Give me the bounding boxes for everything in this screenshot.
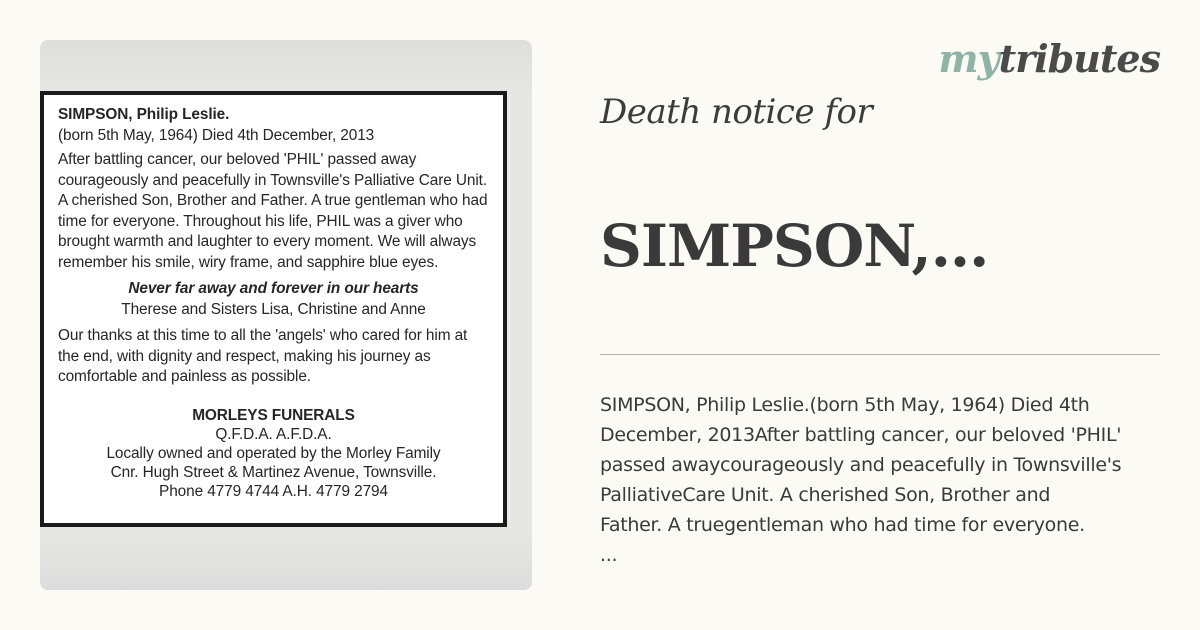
logo-tributes: tributes (998, 36, 1160, 81)
funeral-home-tagline: Locally owned and operated by the Morley Family (106, 444, 441, 462)
notice-thanks: Our thanks at this time to all the 'angels' who cared for him at the end, with dignity and respect, making his journey as comfortable and painless as possible. (58, 327, 468, 385)
divider (600, 354, 1160, 355)
deceased-name-title: SIMPSON,... (600, 212, 989, 280)
logo-my: my (938, 36, 999, 81)
notice-body: After battling cancer, our beloved 'PHIL' passed away courageously and peacefully in Townsville's Palliative Care Unit. A cherished Son, Brother and Father. A true gentleman who had time for everyone. Throughout his life, PHIL was a giver who brought warmth and laughter to every moment. We will always remember his smile, wiry frame, and sapphire blue eyes. (58, 151, 488, 271)
death-notice-clipping (40, 91, 507, 527)
notice-name: SIMPSON, Philip Leslie. (58, 106, 230, 123)
funeral-home-phone: Phone 4779 4744 A.H. 4779 2794 (159, 482, 388, 500)
funeral-home-address: Cnr. Hugh Street & Martinez Avenue, Townsville. (110, 463, 437, 481)
notice-motto: Never far away and forever in our hearts (128, 280, 419, 297)
notice-dates: (born 5th May, 1964) Died 4th December, 2013 (58, 126, 375, 144)
notice-family: Therese and Sisters Lisa, Christine and Anne (121, 300, 426, 318)
page-heading: Death notice for (600, 92, 873, 132)
funeral-home-name: MORLEYS FUNERALS (192, 406, 355, 424)
notice-excerpt: SIMPSON, Philip Leslie.(born 5th May, 1964) Died 4th December, 2013After battling cancer, our beloved 'PHIL' passed awaycourageously and peacefully in Townsville's PalliativeCare Unit. A cherished Son, Brother and Father. A truegentleman who had time for everyone. ... (600, 394, 1122, 566)
funeral-home-credentials: Q.F.D.A. A.F.D.A. (215, 425, 332, 443)
funeral-home-block (58, 406, 489, 501)
mytributes-logo[interactable] (938, 36, 1160, 81)
